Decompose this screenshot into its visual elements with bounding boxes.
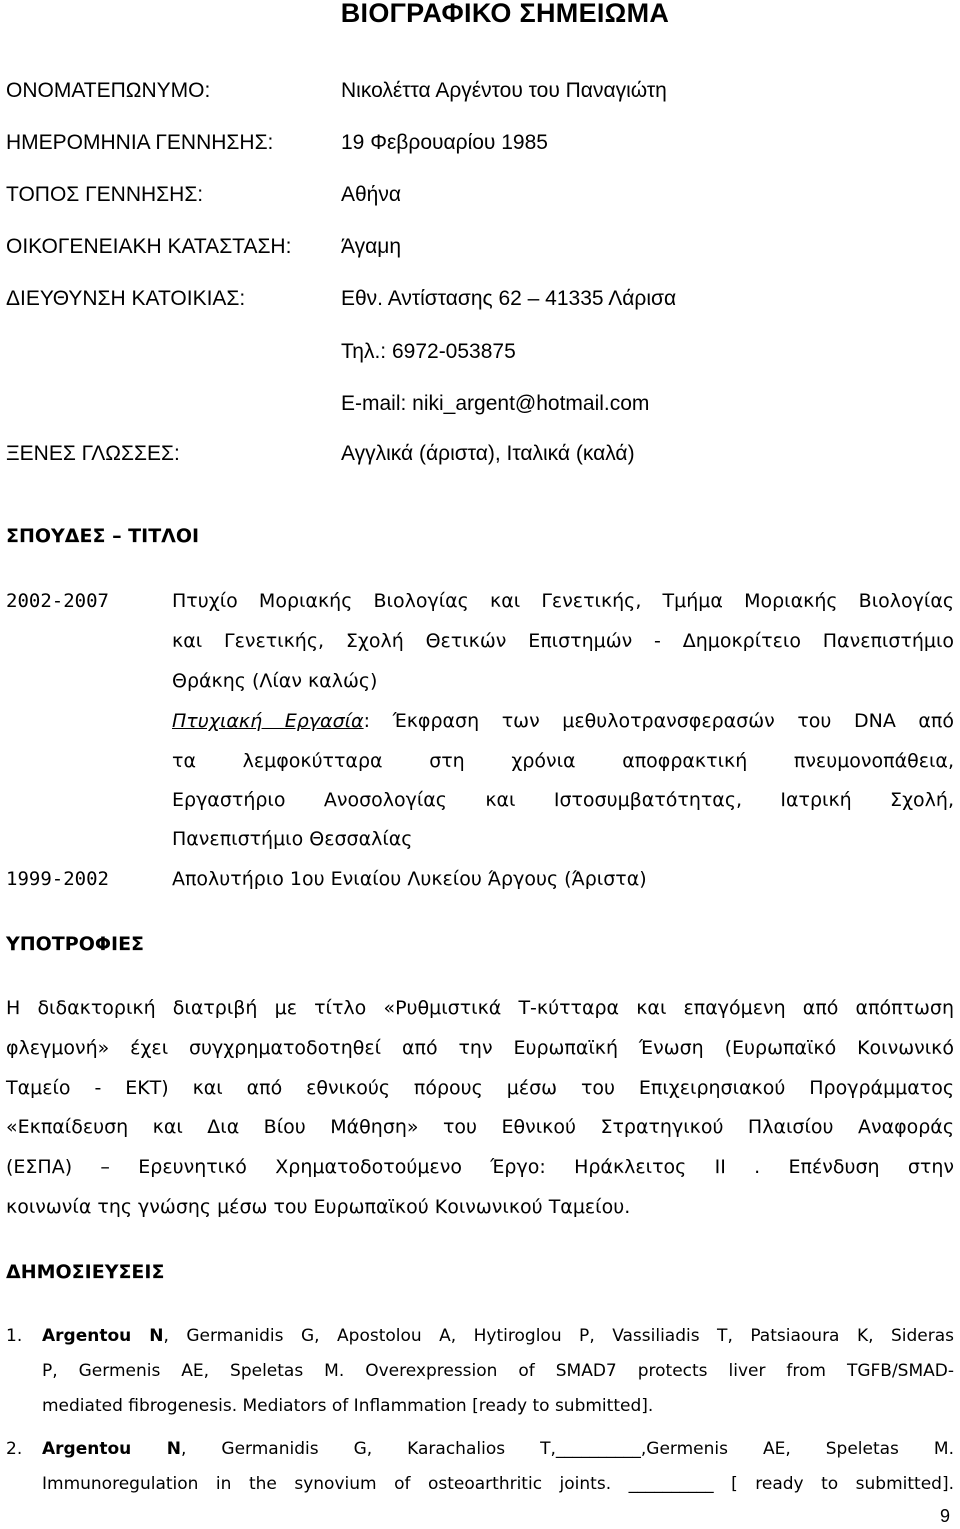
scholarship-line-4: «Εκπαίδευση και Δια Βίου Μάθηση» του Εθνικού Στρατηγικού Πλαισίου Αναφοράς xyxy=(6,1116,954,1138)
label-languages: ΞΕΝΕΣ ΓΛΩΣΣΕΣ: xyxy=(6,442,180,465)
scholarship-line-2: φλεγμονή» έχει συγχρηματοδοτηθεί από την Ευρωπαϊκή Ένωση (Ευρωπαϊκό Κοινωνικό xyxy=(6,1037,954,1059)
publication-2-line-2: Immunoregulation in the synovium of osteoarthritic joints. __________ [ ready to submitted]. xyxy=(42,1474,954,1494)
scholarship-line-1: Η διδακτορική διατριβή με τίτλο «Ρυθμιστικά Τ-κύτταρα και επαγόμενη από απόπτωση xyxy=(6,997,954,1019)
study-thesis-line-2: τα λεμφοκύτταρα στη χρόνια αποφρακτική πνευμονοπάθεια, xyxy=(172,750,954,772)
value-languages: Αγγλικά (άριστα), Ιταλικά (καλά) xyxy=(341,442,635,465)
study-degree-line-3: Θράκης (Λίαν καλώς) xyxy=(172,670,378,692)
value-full-name: Νικολέττα Αργέντου του Παναγιώτη xyxy=(341,79,667,102)
heading-studies: ΣΠΟΥΔΕΣ – ΤΙΤΛΟΙ xyxy=(6,525,200,547)
value-birth-date: 19 Φεβρουαρίου 1985 xyxy=(341,131,548,154)
study-years-2: 1999-2002 xyxy=(6,868,109,890)
study-degree-line-2: και Γενετικής, Σχολή Θετικών Επιστημών - Δημοκρίτειο Πανεπιστήμιο xyxy=(172,630,954,652)
label-birth-place: ΤΟΠΟΣ ΓΕΝΝΗΣΗΣ: xyxy=(6,183,204,206)
publication-1-coauthors: , Germanidis G, Apostolou A, Hytiroglou P, Vassiliadis T, Patsiaoura K, Sideras xyxy=(163,1326,954,1346)
thesis-title-start: : Έκφραση των μεθυλοτρανσφερασών του DNA από xyxy=(363,710,954,732)
value-phone: Τηλ.: 6972-053875 xyxy=(341,340,516,363)
heading-scholarships: ΥΠΟΤΡΟΦΙΕΣ xyxy=(6,933,145,955)
publication-1-line-3: mediated fibrogenesis. Mediators of Inflammation [ready to submitted]. xyxy=(42,1396,654,1416)
value-birth-place: Αθήνα xyxy=(341,183,402,206)
publication-number-2: 2. xyxy=(6,1439,23,1459)
value-marital-status: Άγαμη xyxy=(341,235,402,258)
publication-1-author: Argentou N xyxy=(42,1326,164,1346)
study-years-1: 2002-2007 xyxy=(6,590,109,612)
scholarship-line-6: κοινωνία της γνώσης μέσω του Ευρωπαϊκού Κοινωνικού Ταμείου. xyxy=(6,1196,631,1218)
page-number: 9 xyxy=(939,1506,950,1526)
label-birth-date: ΗΜΕΡΟΜΗΝΙΑ ΓΕΝΝΗΣΗΣ: xyxy=(6,131,274,154)
scholarship-line-5: (ΕΣΠΑ) – Ερευνητικό Χρηματοδοτούμενο Έργο: Ηράκλειτος ΙΙ . Επένδυση στην xyxy=(6,1156,954,1178)
thesis-label: Πτυχιακή Εργασία xyxy=(172,710,364,732)
study-thesis-line-3: Εργαστήριο Ανοσολογίας και Ιστοσυμβατότητας, Ιατρική Σχολή, xyxy=(172,789,954,811)
publication-1-line-2: P, Germenis AE, Speletas M. Overexpression of SMAD7 protects liver from TGFB/SMAD- xyxy=(42,1361,954,1381)
label-full-name: ΟΝΟΜΑΤΕΠΩΝΥΜΟ: xyxy=(6,79,211,102)
publication-number-1: 1. xyxy=(6,1326,23,1346)
page-title: ΒΙΟΓΡΑΦΙΚΟ ΣΗΜΕΙΩΜΑ xyxy=(340,0,670,28)
heading-publications: ΔΗΜΟΣΙΕΥΣΕΙΣ xyxy=(6,1261,165,1283)
study-diploma: Απολυτήριο 1ου Ενιαίου Λυκείου Άργους (Άριστα) xyxy=(172,868,647,890)
publication-2-author: Argentou N xyxy=(42,1439,181,1459)
scholarship-line-3: Ταμείο - ΕΚΤ) και από εθνικούς πόρους μέσω του Επιχειρησιακού Προγράμματος xyxy=(6,1077,954,1099)
study-thesis-line-1 xyxy=(172,710,954,732)
label-address: ΔΙΕΥΘΥΝΣΗ ΚΑΤΟΙΚΙΑΣ: xyxy=(6,287,246,310)
publication-2-coauthors: , Germanidis G, Karachalios T,__________,Germenis AE, Speletas M. xyxy=(181,1439,954,1459)
publication-2-line-1 xyxy=(42,1439,954,1459)
label-marital-status: ΟΙΚΟΓΕΝΕΙΑΚΗ ΚΑΤΑΣΤΑΣΗ: xyxy=(6,235,292,258)
study-degree-line-1: Πτυχίο Μοριακής Βιολογίας και Γενετικής, Τμήμα Μοριακής Βιολογίας xyxy=(172,590,954,612)
value-email: E-mail: niki_argent@hotmail.com xyxy=(341,392,650,415)
study-thesis-line-4: Πανεπιστήμιο Θεσσαλίας xyxy=(172,828,413,850)
publication-1-line-1 xyxy=(42,1326,954,1346)
value-address: Εθν. Αντίστασης 62 – 41335 Λάρισα xyxy=(341,287,677,310)
